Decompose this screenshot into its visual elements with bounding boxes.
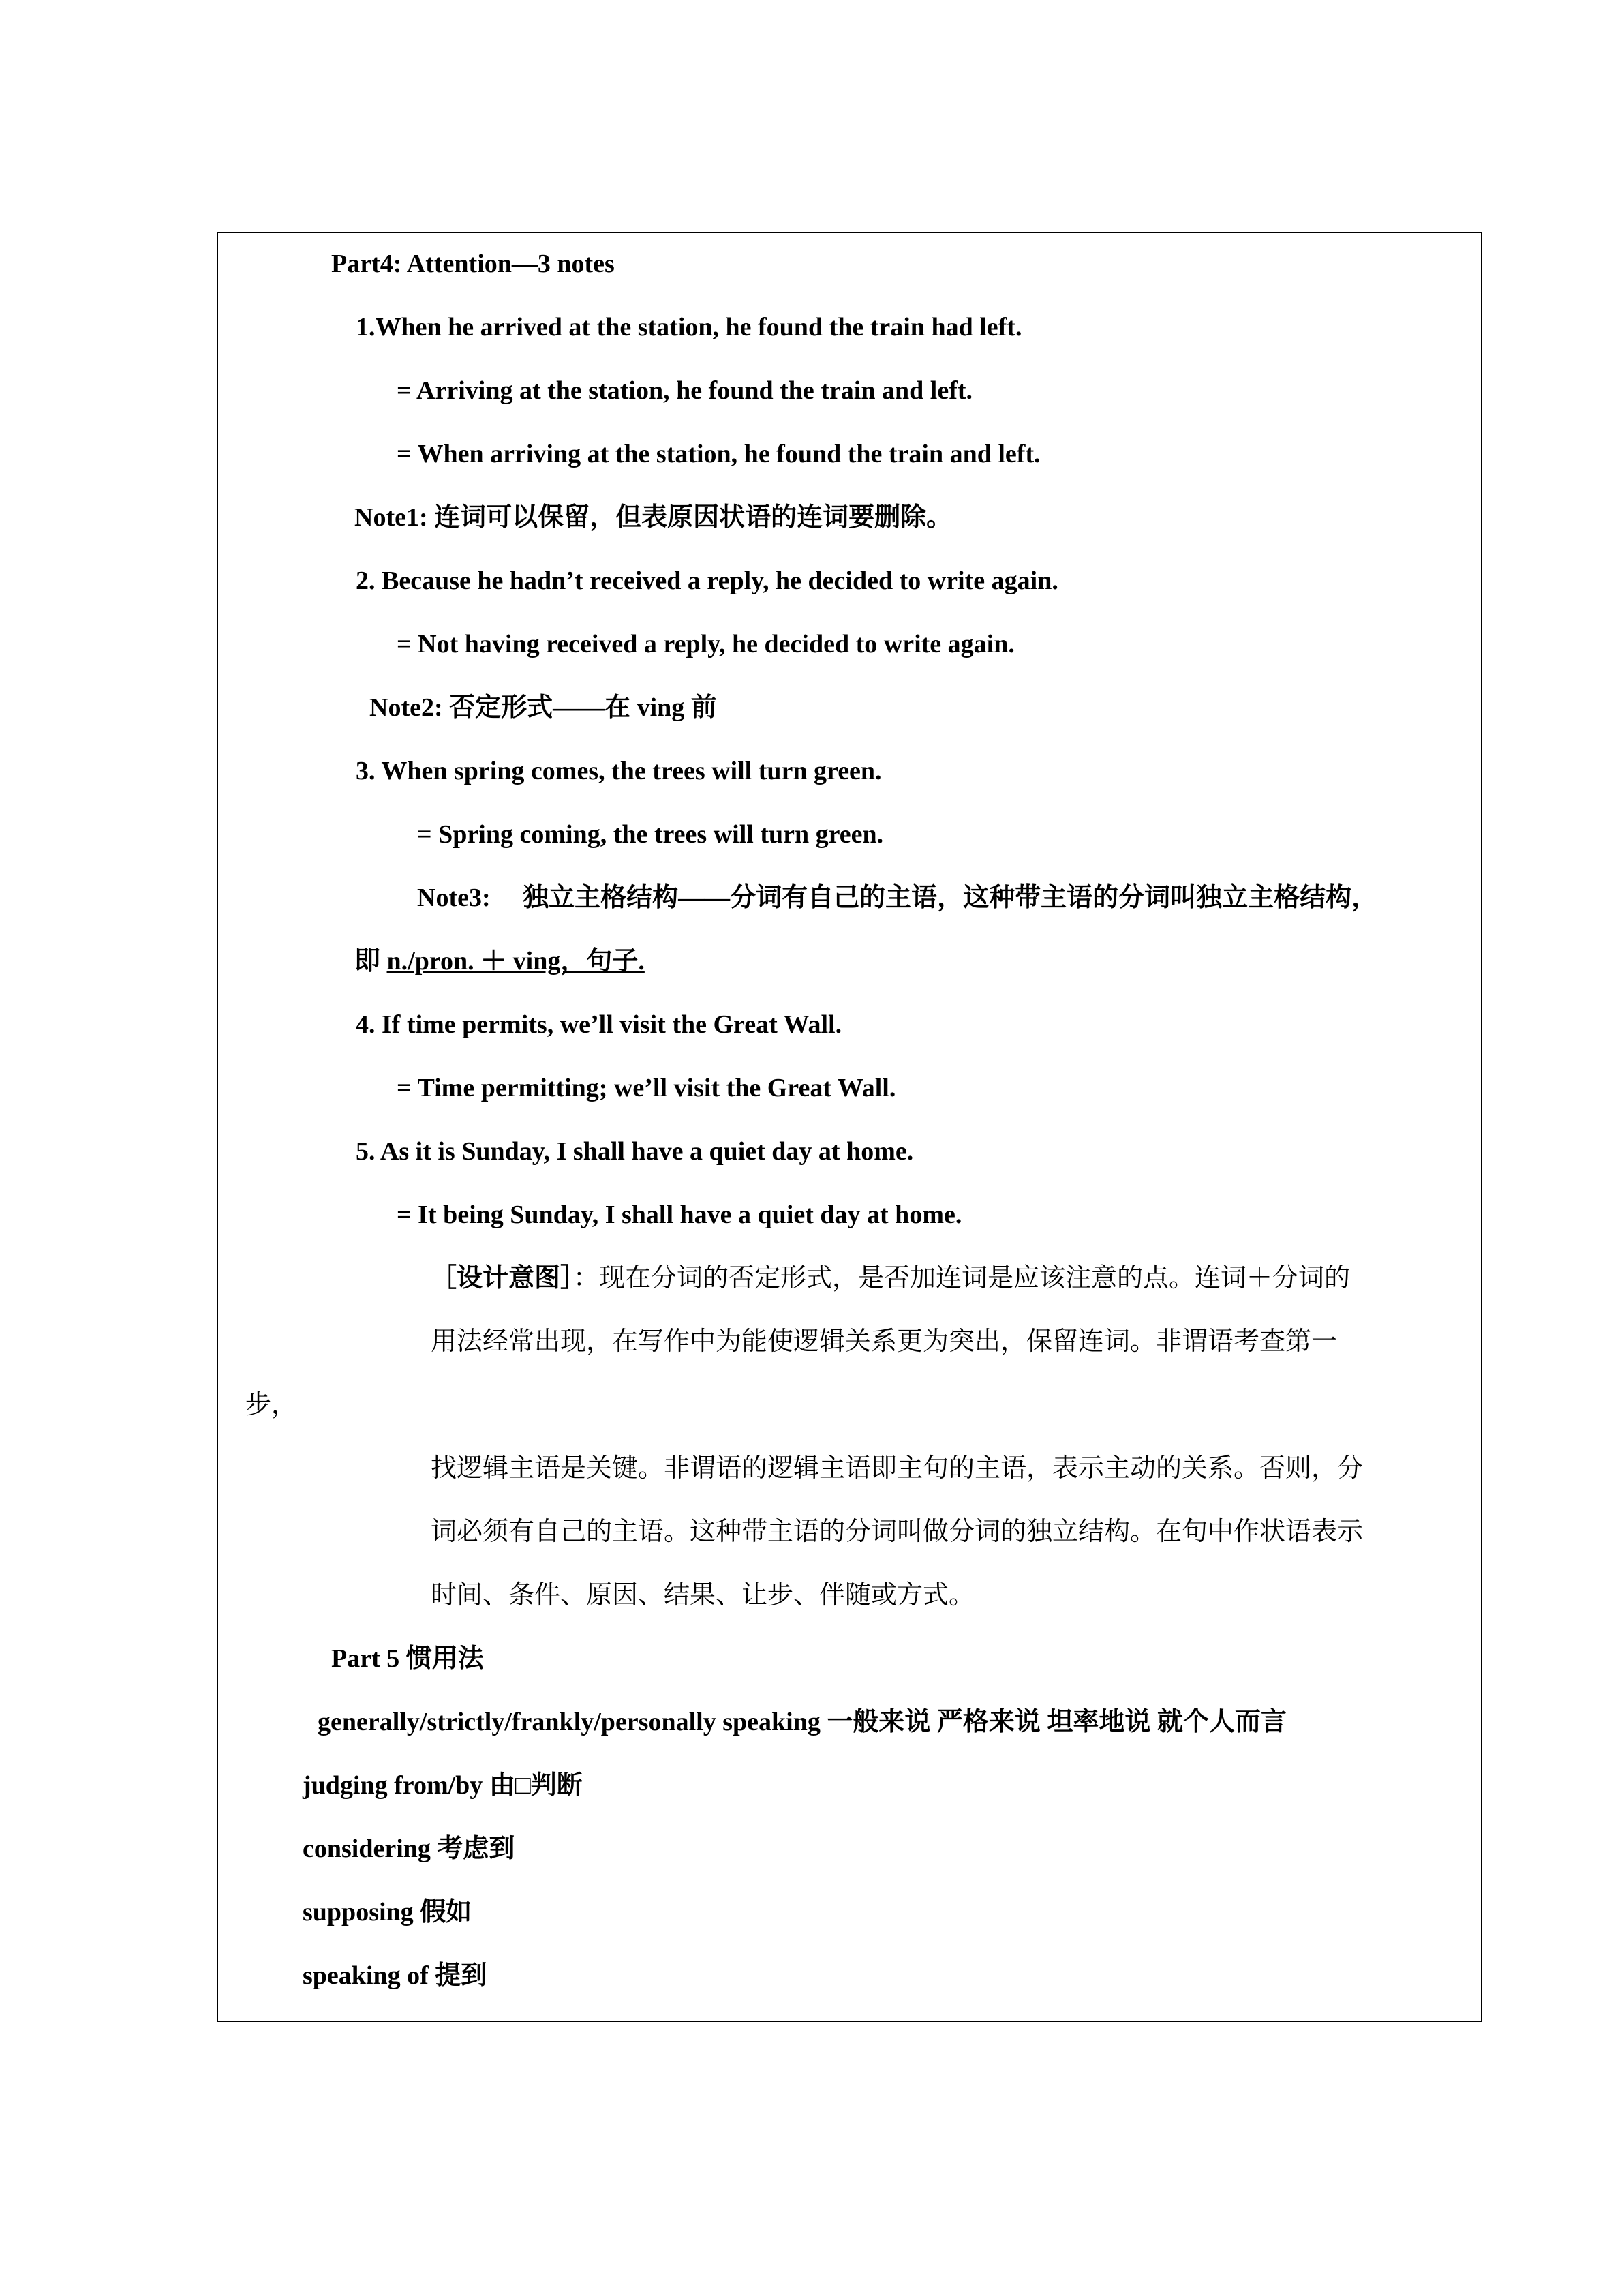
example-2-rewrite: = Not having received a reply, he decided to write again. [397,630,1015,659]
example-4-rewrite: = Time permitting; we’ll visit the Great Wall. [397,1074,896,1102]
example-2: 2. Because he hadn’t received a reply, he decided to write again. [356,567,1058,595]
idiom-item: judging from/by 由□判断 [303,1771,583,1800]
part5-title: Part 5 惯用法 [331,1644,484,1673]
note-3-formula: n./pron. ＋ ving，句子. [386,947,645,976]
idiom-item: considering 考虑到 [303,1834,515,1863]
note-2: Note2: 否定形式——在 ving 前 [369,693,717,722]
idiom-item: speaking of 提到 [303,1961,487,1990]
example-3-rewrite: = Spring coming, the trees will turn green. [417,820,884,849]
design-intent-line-3: 步， [245,1391,298,1419]
idiom-item: generally/strictly/frankly/personally speaking 一般来说 严格来说 坦率地说 就个人而言 [318,1708,1287,1736]
example-1: 1.When he arrived at the station, he found the train had left. [356,313,1022,342]
example-5: 5. As it is Sunday, I shall have a quiet day at home. [356,1137,914,1166]
design-intent-line-2: 用法经常出现，在写作中为能使逻辑关系更为突出，保留连词。非谓语考查第一 [431,1327,1338,1356]
idiom-item: supposing 假如 [303,1898,472,1927]
design-intent-line-4: 找逻辑主语是关键。非谓语的逻辑主语即主句的主语，表示主动的关系。否则，分 [431,1454,1364,1483]
example-1-rewrite-b: = When arriving at the station, he found the train and left. [397,440,1041,468]
design-intent-line-6: 时间、条件、原因、结果、让步、伴随或方式。 [431,1581,975,1610]
example-5-rewrite: = It being Sunday, I shall have a quiet day at home. [397,1200,962,1229]
example-4: 4. If time permits, we’ll visit the Great Wall. [356,1010,842,1039]
example-3: 3. When spring comes, the trees will turn green. [356,757,882,785]
note-3-prefix: 即 [354,947,387,976]
design-intent-text: ：现在分词的否定形式，是否加连词是应该注意的点。连词＋分词的 [573,1264,1351,1293]
note-3: Note3: 独立主格结构——分词有自己的主语，这种带主语的分词叫独立主格结构， [417,883,1378,912]
design-intent-label: ［设计意图］ [431,1264,574,1293]
part4-title: Part4: Attention—3 notes [331,250,615,278]
example-1-rewrite-a: = Arriving at the station, he found the train and left. [397,376,973,405]
design-intent-line-5: 词必须有自己的主语。这种带主语的分词叫做分词的独立结构。在句中作状语表示 [431,1517,1364,1546]
note-1: Note1: 连词可以保留，但表原因状语的连词要删除。 [354,503,953,532]
note-3-formula-line [354,944,645,978]
design-intent-line-1 [431,1261,1350,1295]
